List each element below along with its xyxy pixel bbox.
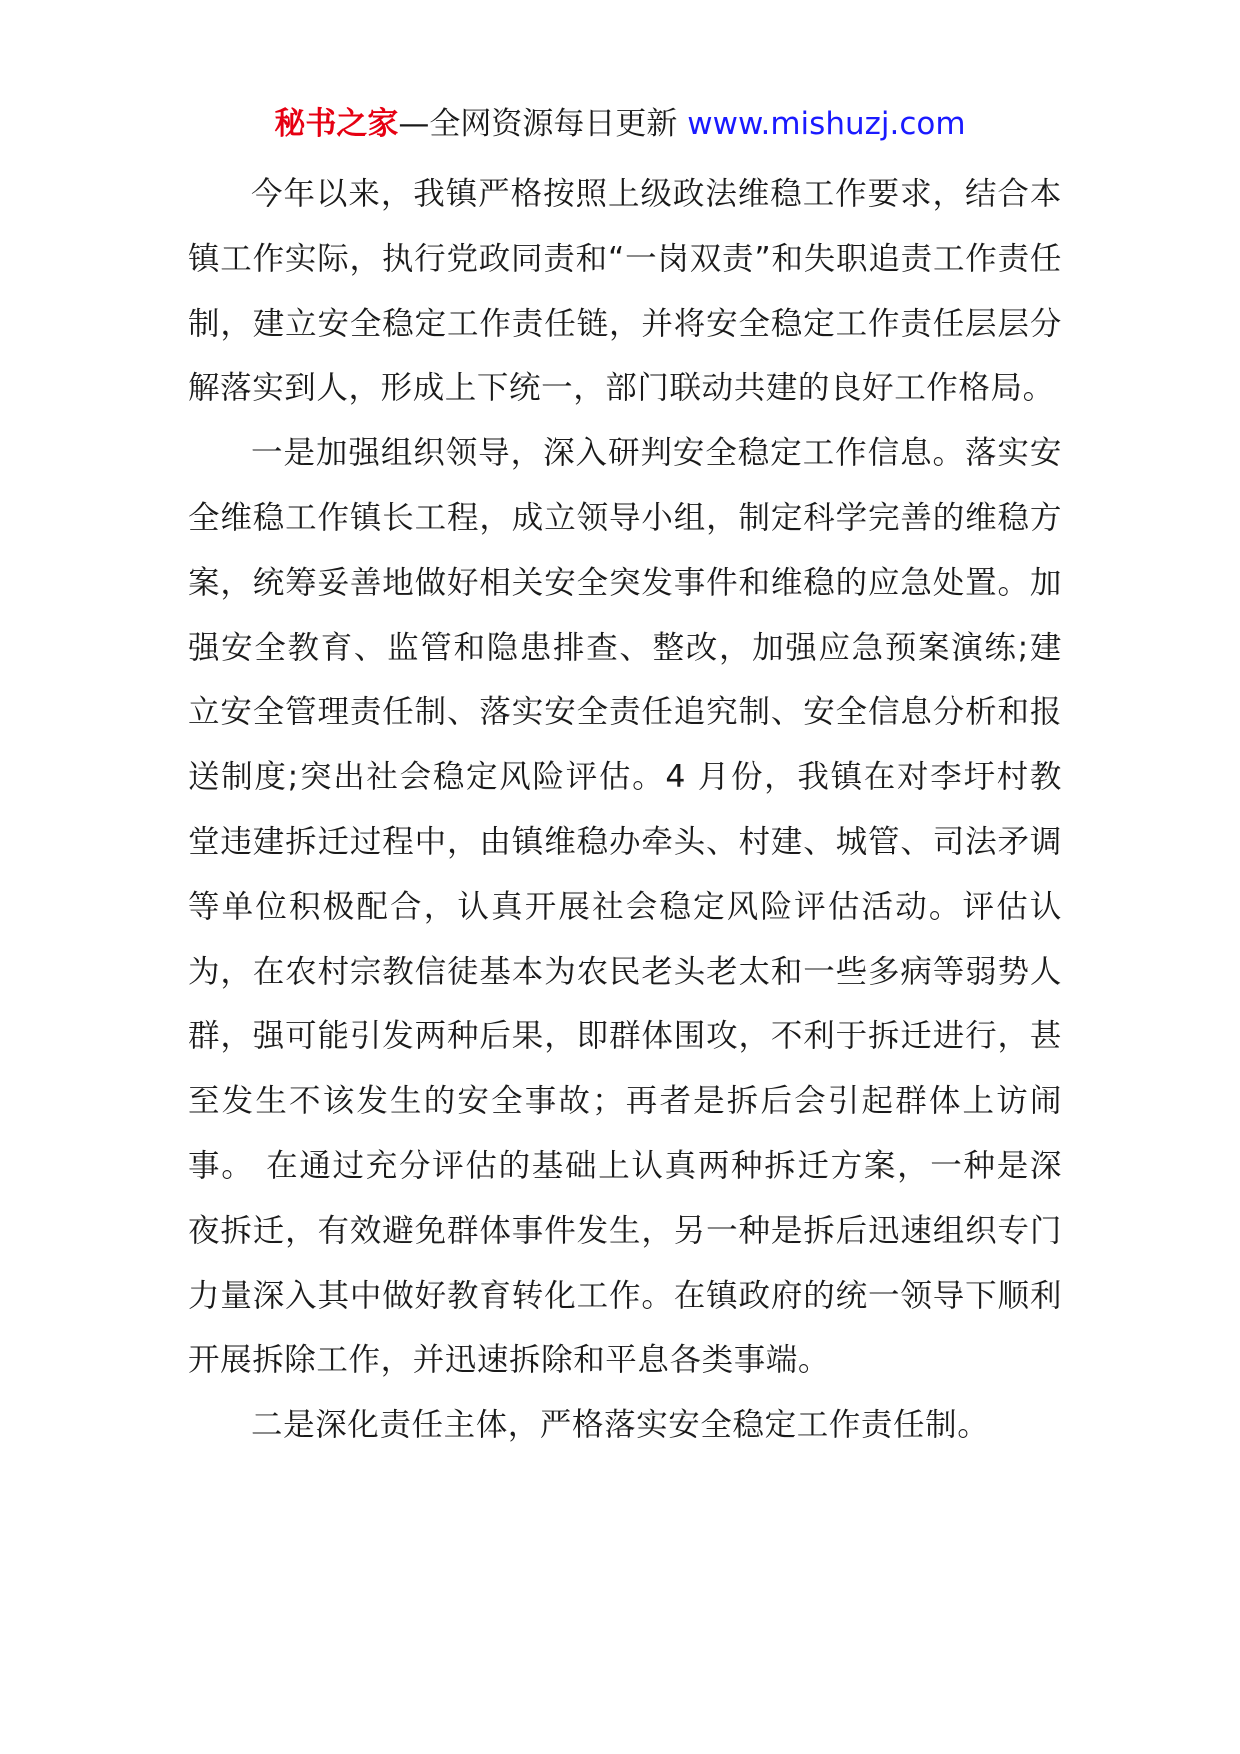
paragraph-intro: 今年以来，我镇严格按照上级政法维稳工作要求，结合本镇工作实际，执行党政同责和“一岗双责”和失职追责工作责任制，建立安全稳定工作责任链，并将安全稳定工作责任层层分解落实到人，形成上下统一，部门联动共建的良好工作格局。	[188, 176, 1062, 407]
paragraph-point-two: 二是深化责任主体，严格落实安全稳定工作责任制。	[251, 1407, 990, 1444]
header-url-link[interactable]: www.mishuzj.com	[687, 106, 966, 142]
document-body	[188, 162, 1062, 1458]
page-header	[0, 100, 1240, 148]
paragraph-point-one: 一是加强组织领导，深入研判安全稳定工作信息。落实安全维稳工作镇长工程，成立领导小组，制定科学完善的维稳方案，统筹妥善地做好相关安全突发事件和维稳的应急处置。加强安全教育、监管和隐患排查、整改，加强应急预案演练;建立安全管理责任制、落实安全责任追究制、安全信息分析和报送制度;突出社会稳定风险评估。4 月份，我镇在对李圩村教堂违建拆迁过程中，由镇维稳办牵头、村建、城管、司法矛调等单位积极配合，认真开展社会稳定风险评估活动。评估认为，在农村宗教信徒基本为农民老头老太和一些多病等弱势人群，强可能引发两种后果，即群体围攻，不利于拆迁进行，甚至发生不该发生的安全事故；再者是拆后会引起群体上访闹事。 在通过充分评估的基础上认真两种拆迁方案，一种是深夜拆迁，有效避免群体事件发生，另一种是拆后迅速组织专门力量深入其中做好教育转化工作。在镇政府的统一领导下顺利开展拆除工作，并迅速拆除和平息各类事端。	[188, 435, 1062, 1379]
header-brand: 秘书之家	[274, 106, 399, 142]
header-tagline: —全网资源每日更新	[398, 106, 678, 142]
